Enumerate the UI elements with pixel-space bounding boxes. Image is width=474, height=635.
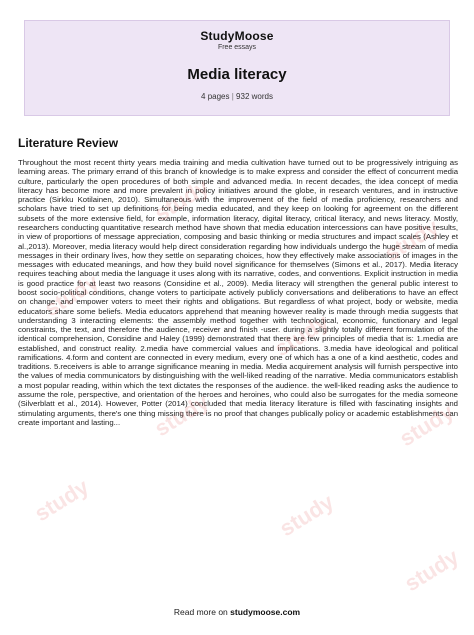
footer-site-link[interactable]: studymoose.com xyxy=(230,607,301,617)
document-meta xyxy=(25,92,449,101)
watermark: study xyxy=(150,388,214,442)
brand-logo[interactable]: StudyMoose xyxy=(200,29,274,43)
footer-prefix: Read more on xyxy=(173,607,228,617)
document-title: Media literacy xyxy=(187,66,287,83)
watermark: study xyxy=(380,213,444,267)
brand-tagline: Free essays xyxy=(217,44,257,51)
watermark: study xyxy=(30,473,94,527)
page-count: 4 pages xyxy=(201,92,230,101)
watermark: study xyxy=(400,543,464,597)
word-count: 932 words xyxy=(236,92,273,101)
essay-paragraph: Throughout the most recent thirty years media training and media cultivation have turned out to be progressively intriguing as learning areas. The primary errand of this branch of knowledge is to make express and consider the effect of concurrent media culture, particularly the open procedures of both simple and advanced media. In recent decades, the idea concept of media literacy has become more and more prevalent in policy initiatives around the globe, in research ventures, and in instructive practice (Sirkku Kotilainen, 2010). Simultaneous with the improvement of the field of media proficiency, researchers and scholars have tried to set up definitions for being media educated, and they keep on looking for agreement on the different subsets of the more extensive field, for example, information literacy, digital literacy, critical literacy, and news literacy. Mostly, researchers conducting quantitative research method have shown that media education intercessions can have positive results, in view of proportions of message appreciation, composing and basic thinking or media structures and impact scales (Ashley et al.,2013). Moreover, media literacy would help direct consideration regarding how individuals undergo the huge stream of media messages in their ordinary lives, how they settle on separating choices, how they effectively make associations of images in the messages with educated meanings, and how they build novel significance for themselves (Simons et al., 2017). Media literacy requires teaching about media the language it uses along with its narrative, codes, and conventions. Explicit instruction in media is good practice for at least two reasons (Considine et al., 2009). Media literacy will strengthen the general public interest to boost socio-political conditions, change voters to participate actively publicly conversations and deliberations to have an effect on change, and empower voters to meet their rights and obligations. But regardless of what project, body or website, media educators share some beliefs. Media educators apprehend that meaning however reality is made through media suggests that understanding 3 interacting elements: the assembly method together with technological, economic, functionary and legal constraints, the text, and therefore the audience, receiver and finish -user. during a slightly totally different formulation of the identical comprehension, Considine and Haley (1999) demonstrated that there are few principles of media that is: 1.media are established, and construct reality. 2.media have commercial values and implications. 3.media have ideological and political ramifications. 4.form and content are connected in every medium, every one of which has a one of a kind aesthetic, codes and traditions. 5.receivers is able to arrange significance meaning in media. Media acquirement analysis will furnish perspective into the values of media communicators by distinguishing with the well-liked reading of the narrative. Media communicators establish a most popular reading, within which the text dictates the responses of the audience. the well-liked reading asks the audience to assume the role, perspective, and orientation of the heroes and heroines, who could also be surrogates for the media someone (Silverblatt et al., 2014). However, Potter (2014) concluded that media literacy literature is filled with fascinating insights and stimulating arguments, there's one thing missing there is no proof that changes publically policy or academic establishments can create important and lasting... xyxy=(18,158,458,427)
watermark: study xyxy=(40,268,104,322)
watermark: study xyxy=(270,308,334,362)
watermark: study xyxy=(275,488,339,542)
section-heading: Literature Review xyxy=(18,136,119,150)
essay-body xyxy=(18,158,458,427)
header-card xyxy=(24,20,450,116)
watermark: study xyxy=(395,398,459,452)
watermark: study xyxy=(150,173,214,227)
meta-separator: | xyxy=(231,92,234,101)
page-footer xyxy=(0,607,474,617)
